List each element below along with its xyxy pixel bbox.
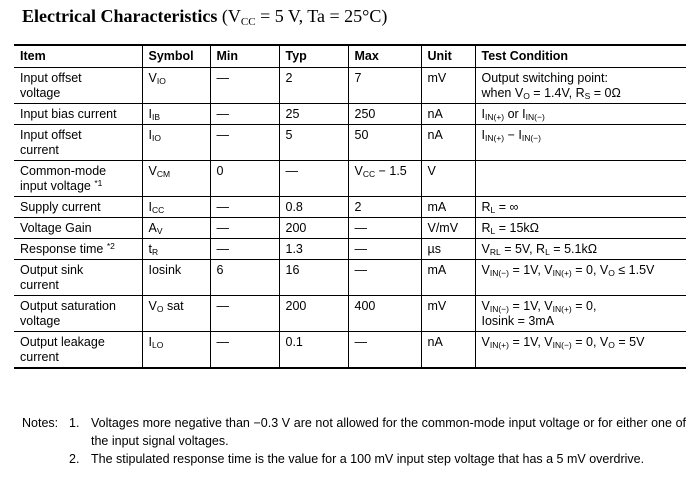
table-row: [14, 332, 686, 369]
cell-max: —: [348, 218, 421, 239]
cell-max: —: [348, 332, 421, 369]
cell-typ: 0.1: [279, 332, 348, 369]
cell-typ: 2: [279, 68, 348, 104]
cell-typ: 16: [279, 260, 348, 296]
cell-max: 250: [348, 104, 421, 125]
cell-min: 0: [210, 161, 279, 197]
cell-test-condition: $I_{IN(+)} - I_{IN(-)}$: [475, 125, 686, 161]
table-row: [14, 125, 686, 161]
cell-item: Voltage Gain: [14, 218, 142, 239]
note-number: 2.: [69, 452, 80, 466]
cell-test-condition: Output switching point: when $V_O = 1.4V$, $R_S = 0\Omega$: [475, 68, 686, 104]
cell-item: Input offset current: [14, 125, 142, 161]
cell-test-condition: $I_{IN(+)}$ or $I_{IN(-)}$: [475, 104, 686, 125]
cell-test-condition: $V_{IN(-)} = 1V$, $V_{IN(+)} = 0$, Iosink = 3mA: [475, 296, 686, 332]
cell-unit: µs: [421, 239, 475, 260]
cell-unit: nA: [421, 125, 475, 161]
cell-typ: 0.8: [279, 197, 348, 218]
cell-typ: —: [279, 161, 348, 197]
table-title: [22, 6, 387, 27]
cell-item: Output saturation voltage: [14, 296, 142, 332]
cell-typ: 5: [279, 125, 348, 161]
cell-item: Output leakage current: [14, 332, 142, 369]
table-row: [14, 239, 686, 260]
cell-min: —: [210, 197, 279, 218]
footnote-marker: *2: [106, 241, 115, 251]
cell-symbol: $V_O$ sat: [142, 296, 210, 332]
cell-unit: mA: [421, 197, 475, 218]
header-row: [14, 45, 686, 68]
cell-item: Input bias current: [14, 104, 142, 125]
cell-max: 2: [348, 197, 421, 218]
table-row: [14, 296, 686, 332]
cell-unit: V: [421, 161, 475, 197]
header-test-condition: Test Condition: [475, 45, 686, 68]
cell-unit: V/mV: [421, 218, 475, 239]
title-main: Electrical Characteristics: [22, 6, 218, 26]
note-2: [22, 450, 686, 468]
electrical-characteristics-table: [14, 44, 686, 369]
cell-symbol: Iosink: [142, 260, 210, 296]
cell-max: —: [348, 239, 421, 260]
cell-unit: nA: [421, 332, 475, 369]
header-min: Min: [210, 45, 279, 68]
cell-typ: 25: [279, 104, 348, 125]
cell-unit: mV: [421, 296, 475, 332]
cell-typ: 1.3: [279, 239, 348, 260]
title-conditions: ($V_{CC} = 5$ V, Ta = 25°C): [221, 6, 388, 28]
cell-typ: 200: [279, 296, 348, 332]
cell-max: 7: [348, 68, 421, 104]
cell-symbol: $I_{CC}$: [142, 197, 210, 218]
table-row: [14, 161, 686, 197]
note-1: [22, 414, 686, 450]
cell-max: $V_{CC} - 1.5$: [348, 161, 421, 197]
note-text: The stipulated response time is the value for a 100 mV input step voltage that has a 5 mV overdrive.: [91, 452, 645, 466]
notes: [22, 414, 686, 468]
cell-item: Response time $^{*2}$: [14, 239, 142, 260]
header-max: Max: [348, 45, 421, 68]
note-number: 1.: [69, 416, 80, 430]
cell-max: —: [348, 260, 421, 296]
cell-symbol: $I_{LO}$: [142, 332, 210, 369]
cell-symbol: $t_R$: [142, 239, 210, 260]
cell-min: —: [210, 218, 279, 239]
table-row: [14, 218, 686, 239]
cell-test-condition: $V_{IN(+)} = 1V$, $V_{IN(-)} = 0$, $V_O = 5V$: [475, 332, 686, 369]
cell-test-condition: $V_{IN(-)} = 1V$, $V_{IN(+)} = 0$, $V_O \le 1.5V$: [475, 260, 686, 296]
cell-typ: 200: [279, 218, 348, 239]
cell-test-condition: [475, 161, 686, 197]
cell-test-condition: $R_L = 15k\Omega$: [475, 218, 686, 239]
cell-unit: nA: [421, 104, 475, 125]
cell-symbol: $V_{IO}$: [142, 68, 210, 104]
cell-unit: mV: [421, 68, 475, 104]
cell-test-condition: $V_{RL} = 5V$, $R_L = 5.1k\Omega$: [475, 239, 686, 260]
header-unit: Unit: [421, 45, 475, 68]
cell-min: —: [210, 125, 279, 161]
footnote-marker: *1: [94, 178, 103, 188]
table-row: [14, 197, 686, 218]
cell-min: —: [210, 239, 279, 260]
cell-symbol: $A_V$: [142, 218, 210, 239]
cell-item: Supply current: [14, 197, 142, 218]
table-row: [14, 104, 686, 125]
cell-symbol: $V_{CM}$: [142, 161, 210, 197]
cell-max: 50: [348, 125, 421, 161]
header-symbol: Symbol: [142, 45, 210, 68]
cell-symbol: $I_{IB}$: [142, 104, 210, 125]
cell-max: 400: [348, 296, 421, 332]
cell-min: 6: [210, 260, 279, 296]
cell-symbol: $I_{IO}$: [142, 125, 210, 161]
header-item: Item: [14, 45, 142, 68]
header-typ: Typ: [279, 45, 348, 68]
cell-min: —: [210, 296, 279, 332]
cell-item: Output sink current: [14, 260, 142, 296]
cell-min: —: [210, 104, 279, 125]
cell-min: —: [210, 68, 279, 104]
note-text: Voltages more negative than −0.3 V are not allowed for the common-mode input voltage or for either one of the input signal voltages.: [91, 416, 686, 448]
cell-test-condition: $R_L$ = ∞: [475, 197, 686, 218]
table-row: [14, 260, 686, 296]
cell-item: Input offset voltage: [14, 68, 142, 104]
cell-unit: mA: [421, 260, 475, 296]
notes-label: Notes:: [22, 416, 59, 430]
cell-item: Common-mode input voltage $^{*1}$: [14, 161, 142, 197]
table-body: [14, 68, 686, 369]
table-row: [14, 68, 686, 104]
cell-min: —: [210, 332, 279, 369]
